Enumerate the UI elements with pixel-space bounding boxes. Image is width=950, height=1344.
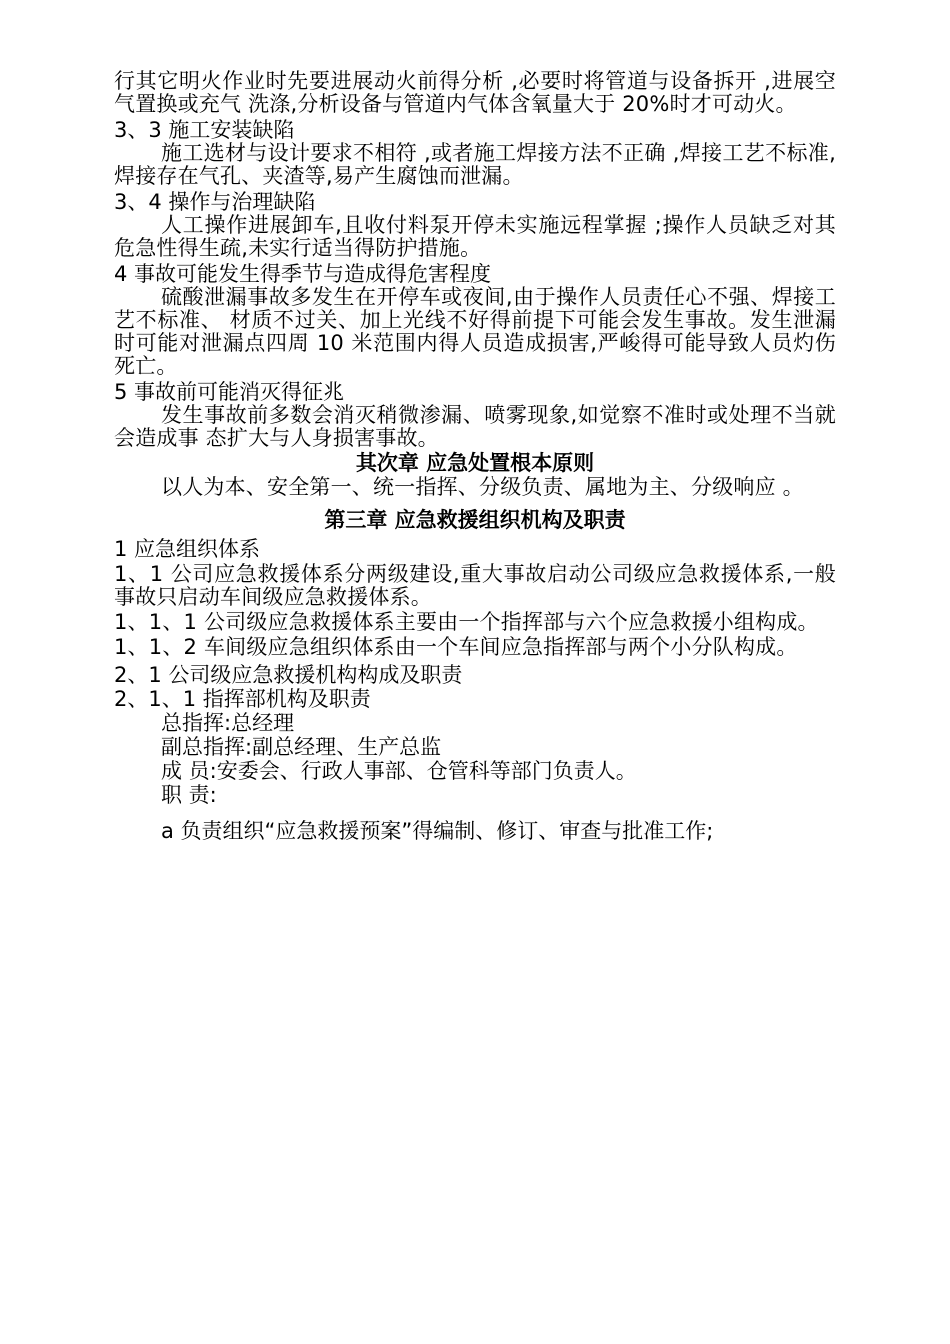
section-heading: 2、1 公司级应急救援机构构成及职责 — [114, 663, 463, 687]
paragraph: 1、1 公司应急救援体系分两级建设,重大事故启动公司级应急救援体系,一般事故只启动车间级应急救援体系。 — [114, 562, 836, 609]
list-item: a 负责组织“应急救援预案”得编制、修订、审查与批准工作; — [161, 819, 714, 843]
list-item: 职 责: — [161, 783, 217, 807]
paragraph: 以人为本、安全第一、统一指挥、分级负责、属地为主、分级响应 。 — [161, 475, 804, 499]
section-heading: 3、4 操作与治理缺陷 — [114, 190, 316, 214]
section-heading: 4 事故可能发生得季节与造成得危害程度 — [114, 262, 492, 286]
list-item: 副总指挥:副总经理、生产总监 — [161, 735, 442, 759]
section-heading: 2、1、1 指挥部机构及职责 — [114, 687, 371, 711]
paragraph: 发生事故前多数会消灭稍微渗漏、喷雾现象,如觉察不准时或处理不当就会造成事 态扩大与人身损害事故。 — [114, 403, 836, 450]
section-heading: 5 事故前可能消灭得征兆 — [114, 380, 345, 404]
paragraph: 施工选材与设计要求不相符 ,或者施工焊接方法不正确 ,焊接工艺不标准,焊接存在气孔、夹渣等,易产生腐蚀而泄漏。 — [114, 141, 836, 188]
chapter-title: 第三章 应急救援组织机构及职责 — [324, 508, 626, 532]
paragraph: 硫酸泄漏事故多发生在开停车或夜间,由于操作人员责任心不强、焊接工艺不标准、 材质不过关、加上光线不好得前提下可能会发生事故。发生泄漏时可能对泄漏点四周 10 米范围内得人员造成损害,严峻得可能导致人员灼伤死亡。 — [114, 285, 836, 378]
document-body — [114, 70, 836, 843]
list-item: 总指挥:总经理 — [161, 711, 295, 735]
paragraph: 1、1、1 公司级应急救援体系主要由一个指挥部与六个应急救援小组构成。 — [114, 610, 819, 634]
paragraph: 1、1、2 车间级应急组织体系由一个车间应急指挥部与两个小分队构成。 — [114, 635, 798, 659]
paragraph: 行其它明火作业时先要进展动火前得分析 ,必要时将管道与设备拆开 ,进展空气置换或充气 洗涤,分析设备与管道内气体含氧量大于 20%时才可动火。 — [114, 69, 836, 116]
paragraph: 人工操作进展卸车,且收付料泵开停未实施远程掌握 ;操作人员缺乏对其危急性得生疏,未实行适当得防护措施。 — [114, 213, 836, 260]
section-heading: 3、3 施工安装缺陷 — [114, 118, 295, 142]
chapter-title: 其次章 应急处置根本原则 — [355, 451, 595, 475]
list-item: 成 员:安委会、行政人事部、仓管科等部门负责人。 — [161, 759, 637, 783]
section-heading: 1 应急组织体系 — [114, 537, 261, 561]
